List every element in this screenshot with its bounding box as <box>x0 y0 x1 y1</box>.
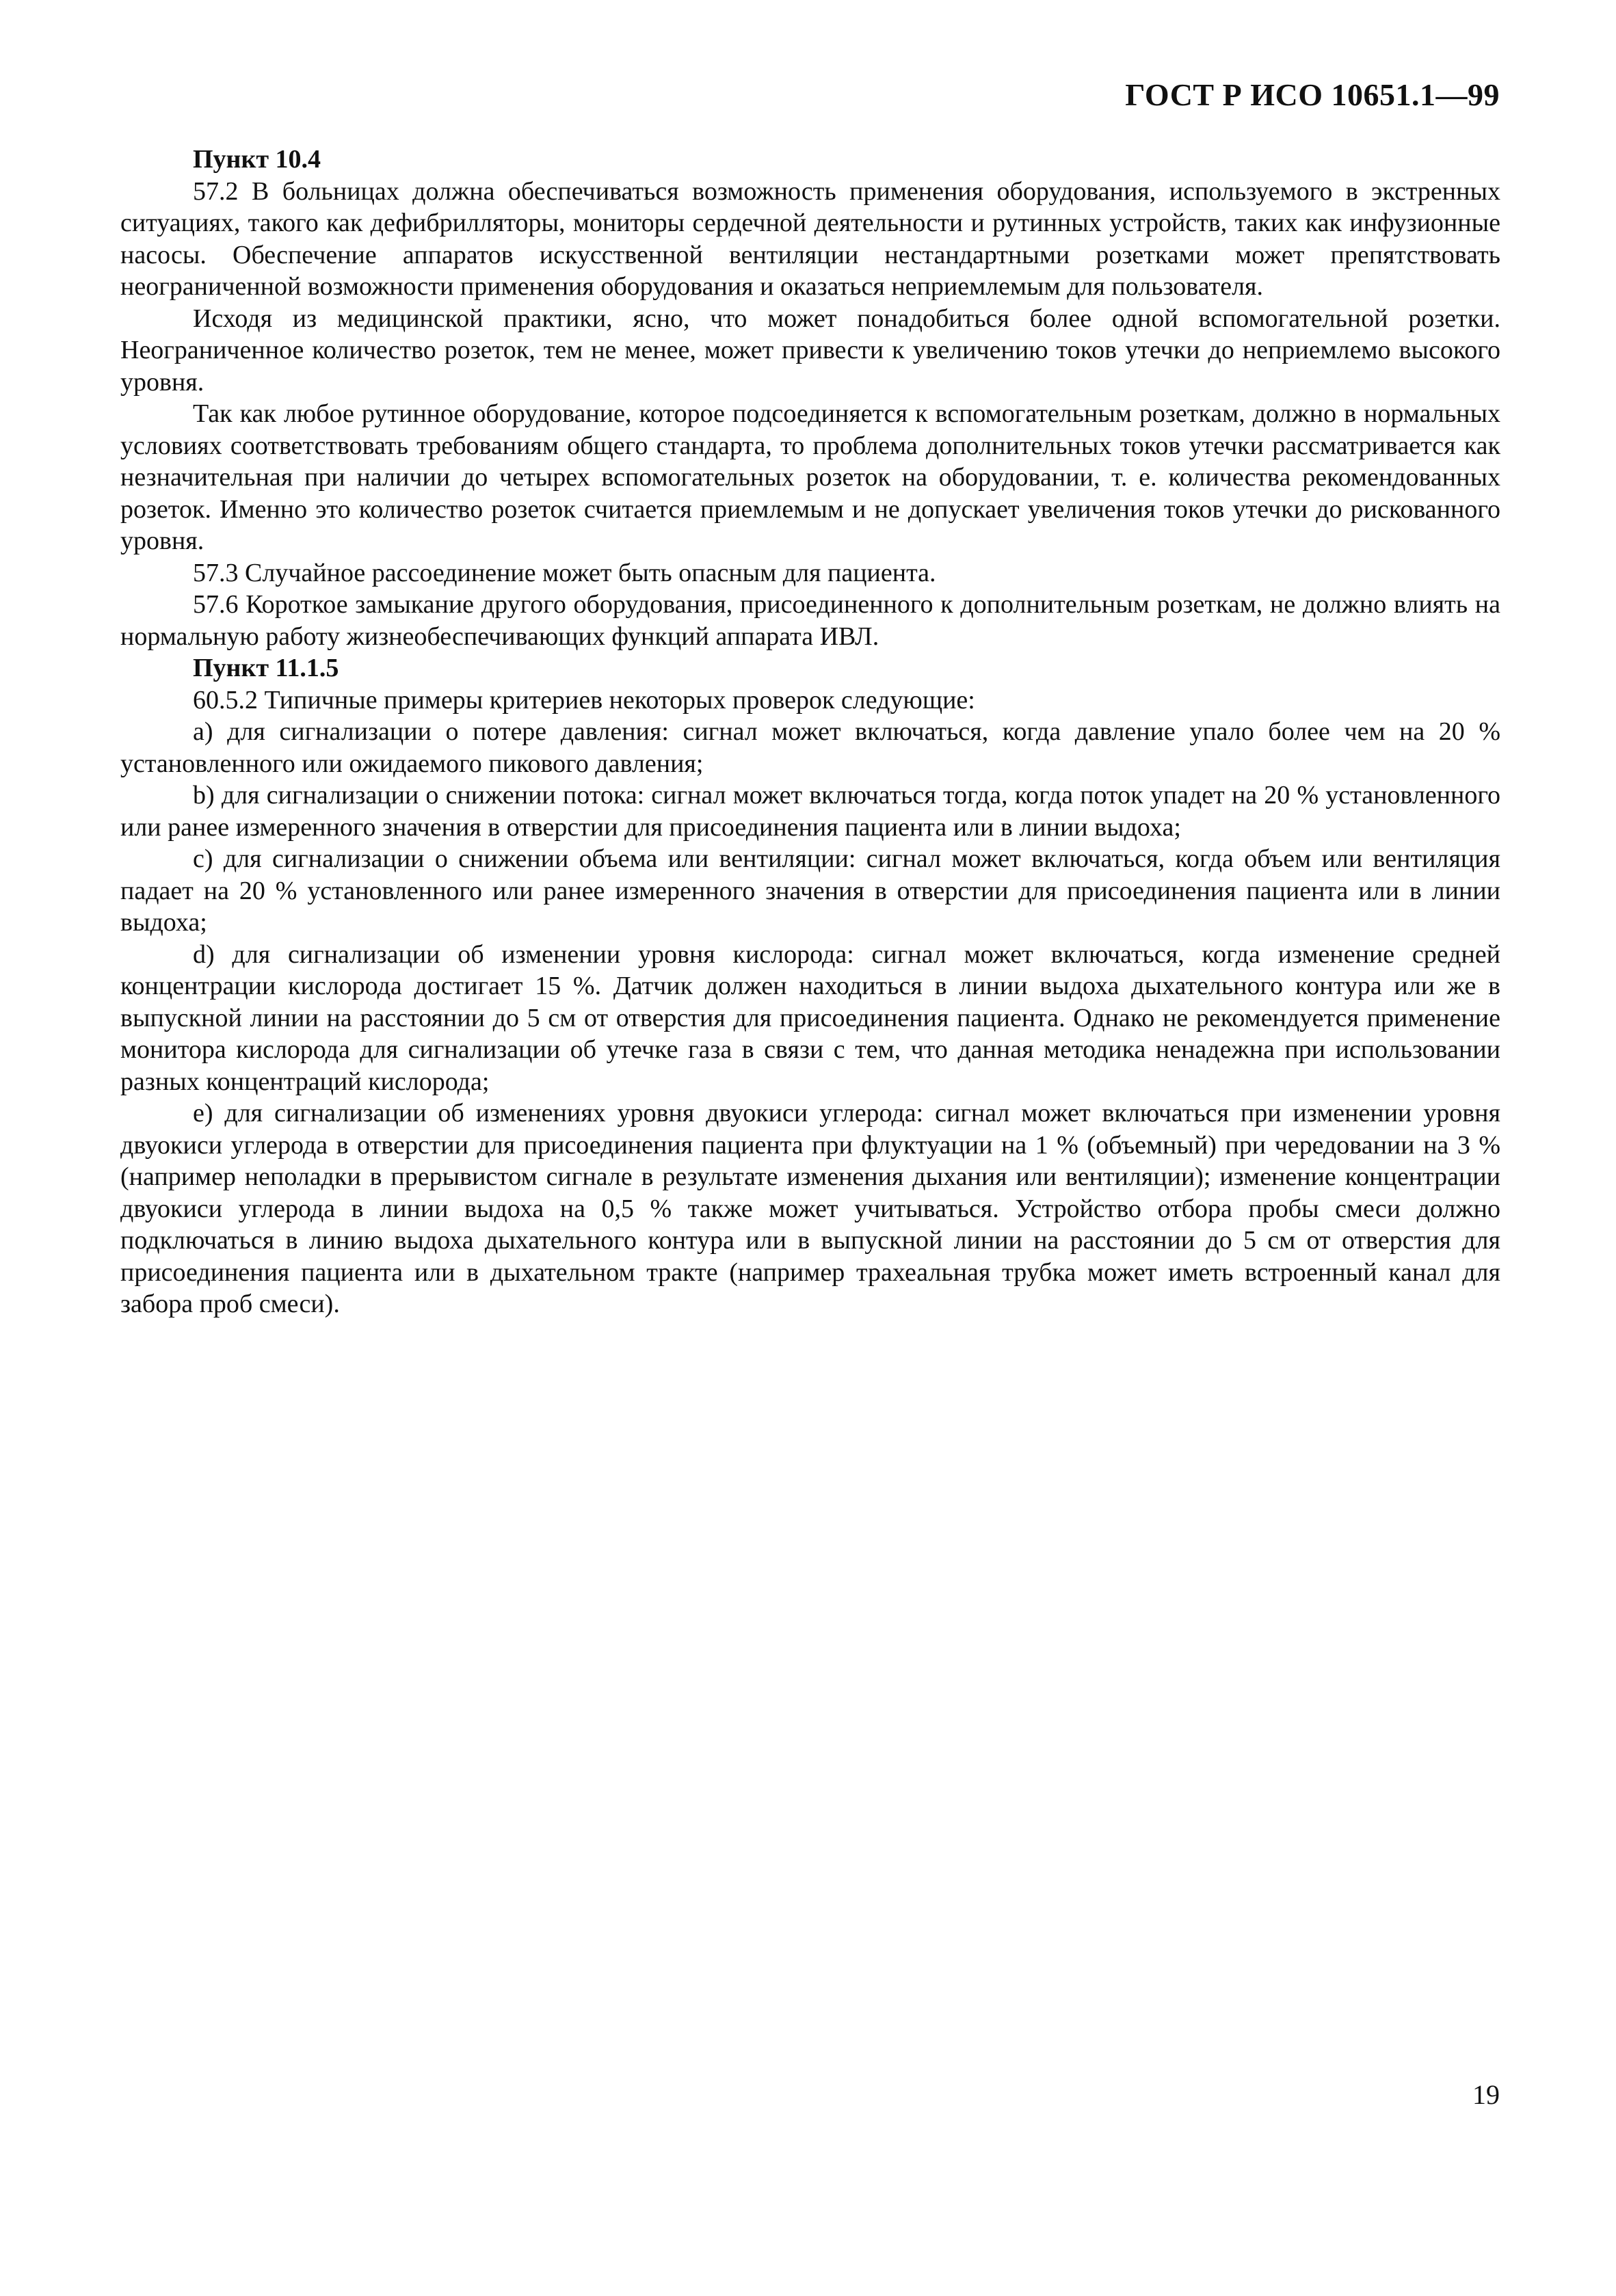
paragraph: Так как любое рутинное оборудование, которое подсоединяется к вспомогательным розеткам, должно в нормальных условиях соответствовать требованиям общего стандарта, то проблема дополнительных токов утечки рассматривается как незначительная при наличии до четырех вспомогательных розеток на оборудовании, т. е. количества рекомендованных розеток. Именно это количество розеток считается приемлемым и не допускает увеличения токов утечки до рискованного уровня. <box>120 399 1500 555</box>
list-item: d) для сигнализации об изменении уровня кислорода: сигнал может включаться, когда изменение средней концентрации кислорода достигает 15 %. Датчик должен находиться в линии выдоха дыхательного контура или же в выпускной линии на расстоянии до 5 см от отверстия для присоединения пациента. Однако не рекомендуется применение монитора кислорода для сигнализации об утечке газа в связи с тем, что данная методика ненадежна при использовании разных концентраций кислорода; <box>120 939 1500 1096</box>
list-item: e) для сигнализации об изменениях уровня двуокиси углерода: сигнал может включаться при изменении уровня двуокиси углерода в отверстии для присоединения пациента при флуктуации на 1 % (объемный) при чередовании на 3 % (например неполадки в прерывистом сигнале в результате изменения дыхания или вентиляции); изменение концентрации двуокиси углерода в линии выдоха на 0,5 % также может учитываться. Устройство отбора пробы смеси должно подключаться в линию выдоха дыхательного контура или в выпускной линии на расстоянии до 5 см от отверстия для присоединения пациента или в дыхательном тракте (например трахеальная трубка может иметь встроенный канал для забора проб смеси). <box>120 1099 1500 1318</box>
paragraph: Исходя из медицинской практики, ясно, что может понадобиться более одной вспомогательной розетки. Неограниченное количество розеток, тем не менее, может привести к увеличению токов утечки до неприемлемо высокого уровня. <box>120 304 1500 397</box>
list-item: a) для сигнализации о потере давления: сигнал может включаться, когда давление упало более чем на 20 % установленного или ожидаемого пикового давления; <box>120 717 1500 778</box>
page-body <box>120 144 1500 1320</box>
section-10-4 <box>120 144 1500 652</box>
paragraph: 57.3 Случайное рассоединение может быть опасным для пациента. <box>193 558 936 587</box>
section-heading: Пункт 10.4 <box>193 145 321 174</box>
paragraph: 57.2 В больницах должна обеспечиваться возможность применения оборудования, используемого в экстренных ситуациях, такого как дефибрилляторы, мониторы сердечной деятельности и рутинных устройств, таких как инфузионные насосы. Обеспечение аппаратов искусственной вентиляции нестандартными розетками может препятствовать неограниченной возможности применения оборудования и оказаться неприемлемым для пользователя. <box>120 176 1500 301</box>
list-item: b) для сигнализации о снижении потока: сигнал может включаться тогда, когда поток упадет на 20 % установленного или ранее измеренного значения в отверстии для присоединения пациента или в линии выдоха; <box>120 781 1500 842</box>
page-number: 19 <box>1472 2079 1500 2110</box>
section-11-1-5 <box>120 652 1500 1320</box>
document-code-header: ГОСТ Р ИСО 10651.1—99 <box>1125 77 1500 112</box>
section-heading: Пункт 11.1.5 <box>193 654 339 682</box>
list-item: c) для сигнализации о снижении объема или вентиляции: сигнал может включаться, когда объем или вентиляция падает на 20 % установленного или ранее измеренного значения в отверстии для присоединения пациента или в линии выдоха; <box>120 844 1500 937</box>
paragraph: 57.6 Короткое замыкание другого оборудования, присоединенного к дополнительным розеткам, не должно влиять на нормальную работу жизнеобеспечивающих функций аппарата ИВЛ. <box>120 590 1500 651</box>
paragraph: 60.5.2 Типичные примеры критериев некоторых проверок следующие: <box>193 685 975 715</box>
